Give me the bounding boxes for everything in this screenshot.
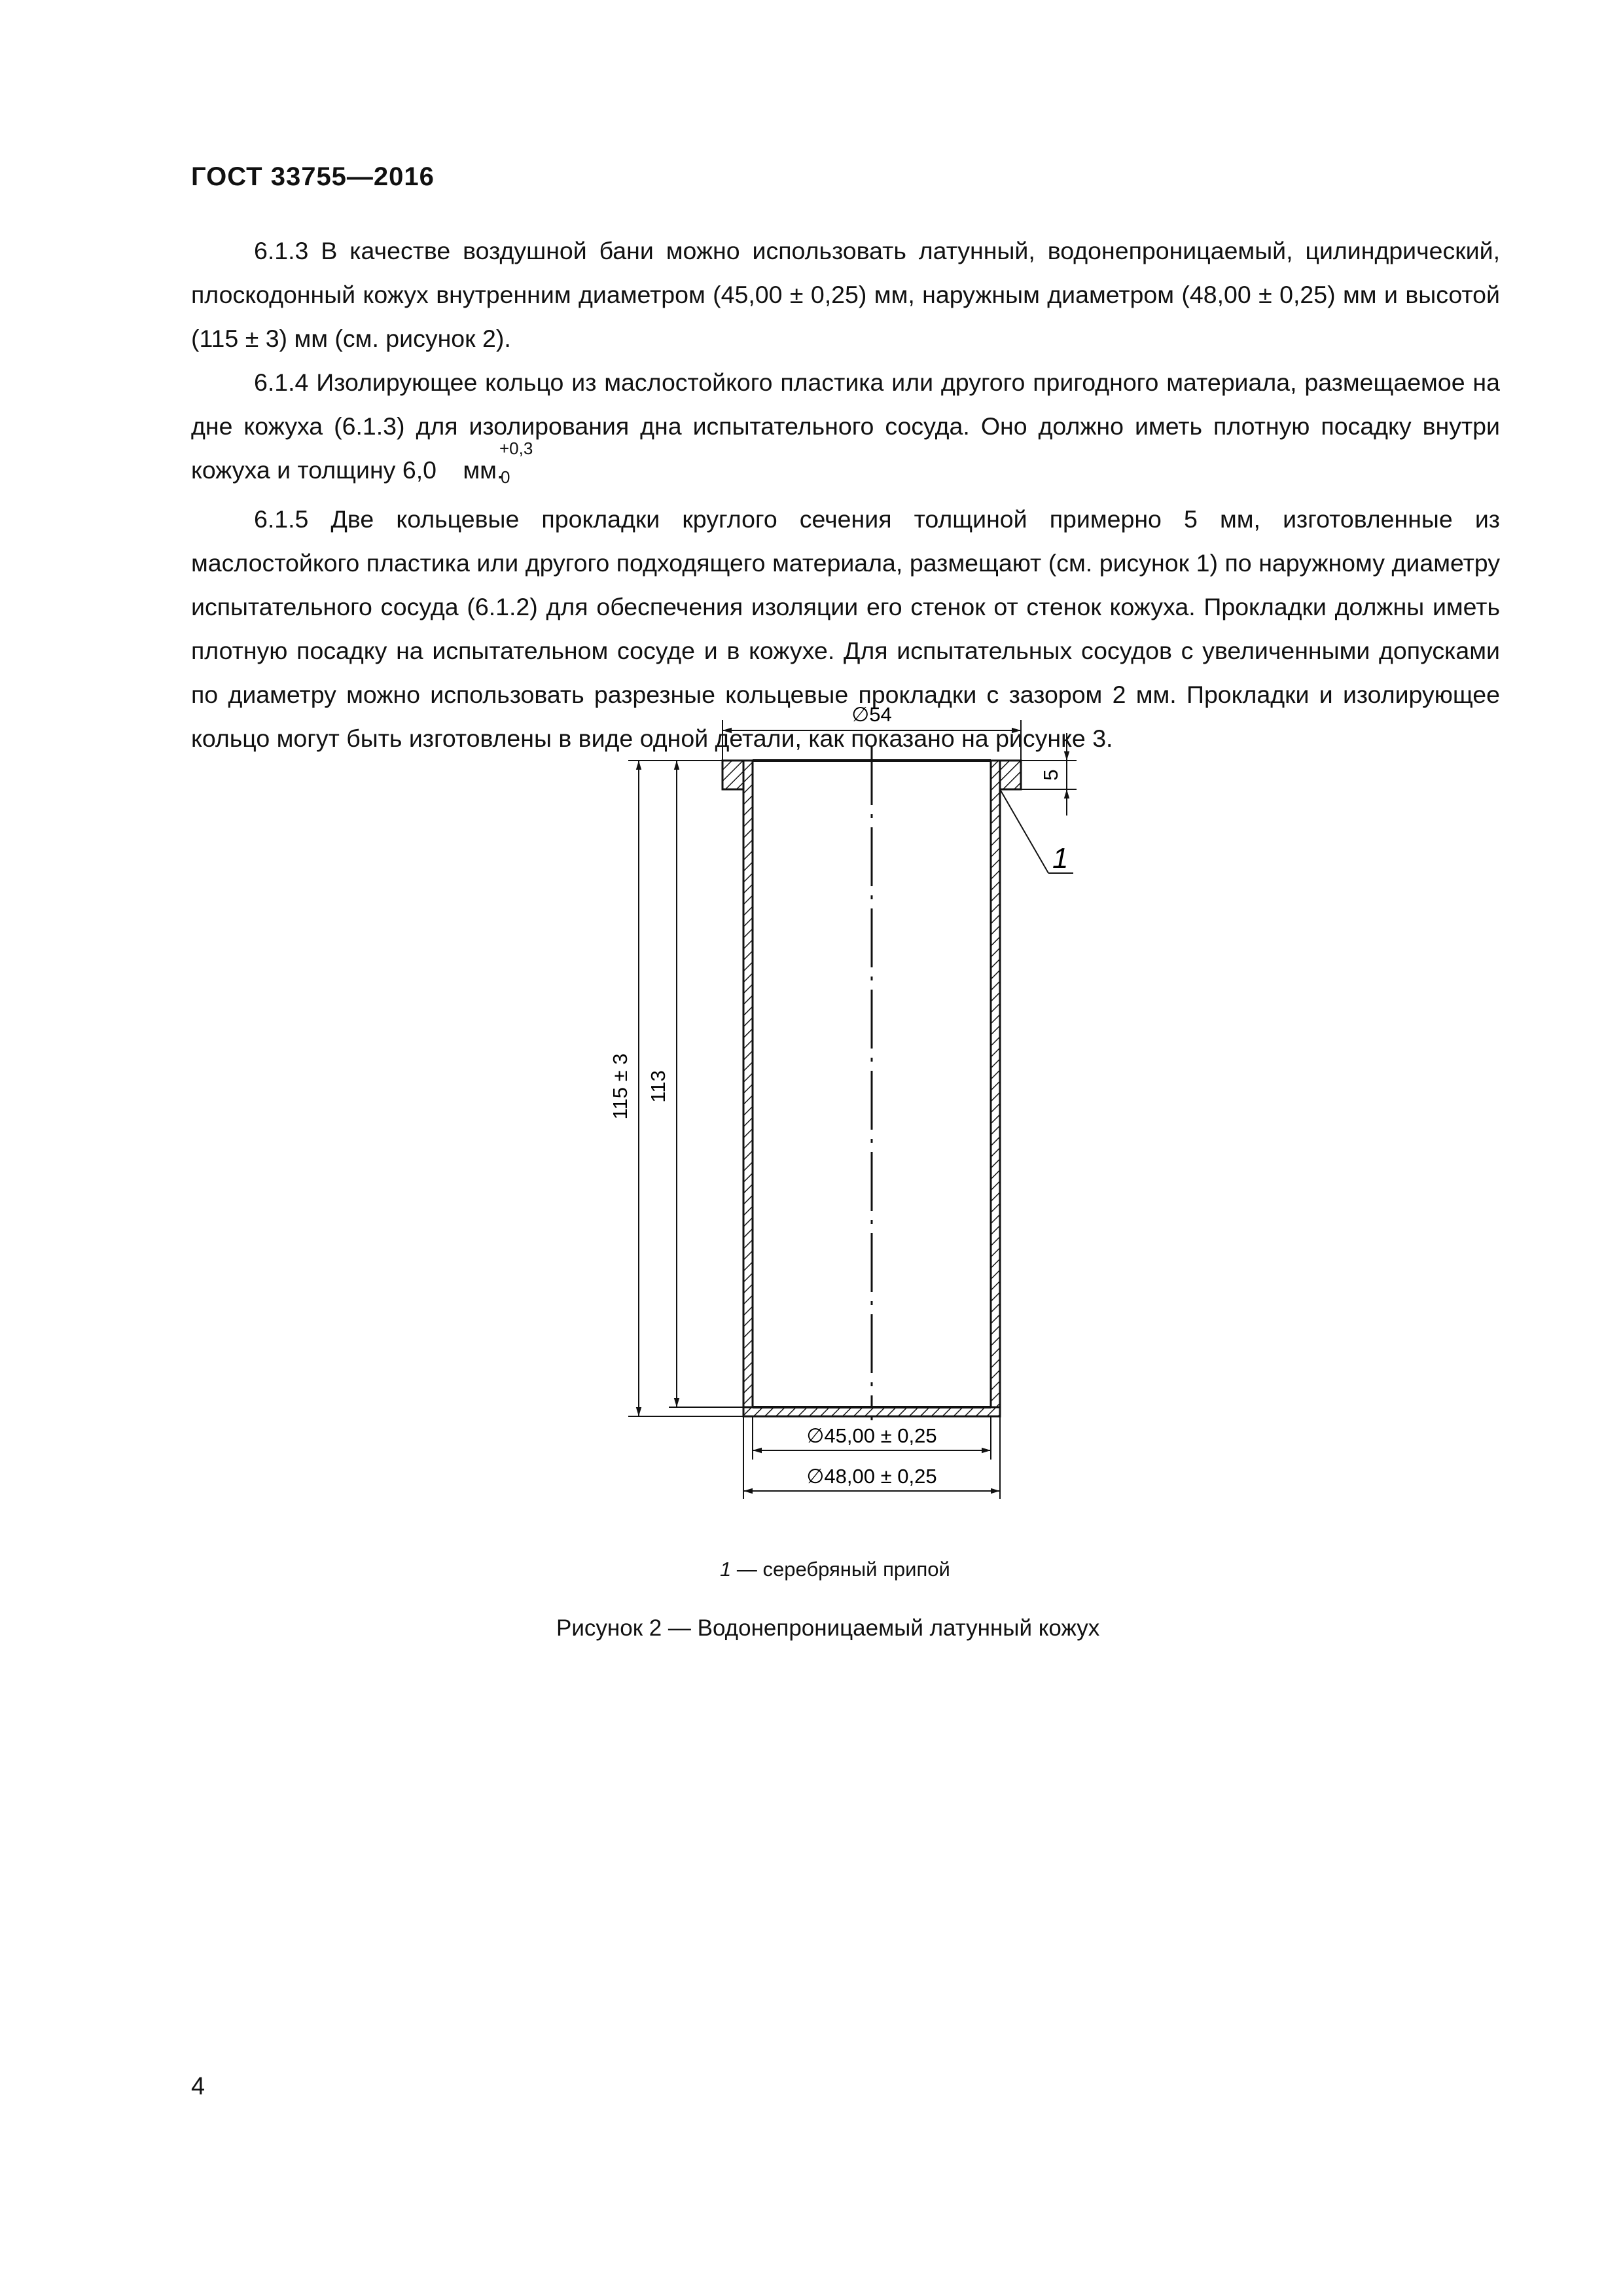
document-header: ГОСТ 33755—2016 <box>191 162 435 191</box>
dim-label-overall-height: 115 ± 3 <box>609 1053 632 1120</box>
page-number: 4 <box>191 2073 205 2100</box>
tolerance-lower: 0 <box>500 467 510 487</box>
dim-label-flange: 5 <box>1039 769 1063 781</box>
paragraph-6-1-3: 6.1.3 В качестве воздушной бани можно использовать латунный, водонепроницаемый, цилиндрический, плоскодонный кожух внутренним диаметром (45,00 ± 0,25) мм, наружным диаметром (48,00 ± 0,25) мм и высотой (115 ± 3) мм (см. рисунок 2). <box>191 237 1500 352</box>
dim-label-54: ∅54 <box>851 703 892 726</box>
paragraph-6-1-4 <box>191 361 1500 492</box>
tolerance-upper: +0,3 <box>499 438 533 458</box>
figure-legend <box>720 1558 1047 1581</box>
callout-label: 1 <box>1052 842 1069 874</box>
flange-ring-left <box>722 761 743 789</box>
casing-left-wall <box>743 761 753 1416</box>
casing-right-wall <box>991 761 1000 1416</box>
figure-brass-casing <box>589 681 1113 1532</box>
callout-leader <box>1000 789 1048 873</box>
paragraph-6-1-4-text: 6.1.4 Изолирующее кольцо из маслостойкого пластика или другого пригодного материала, размещаемое на дне кожуха (6.1.3) для изолирования дна испытательного сосуда. Оно должно иметь плотную посадку внутри кожуха и толщину 6,0 <box>191 368 1500 484</box>
paragraph-6-1-4-end: мм. <box>455 456 504 484</box>
legend-text: — серебряный припой <box>731 1558 950 1581</box>
casing-bottom <box>743 1407 1000 1416</box>
dim-label-inner-height: 113 <box>647 1070 669 1103</box>
dim-label-outer-diameter: ∅48,00 ± 0,25 <box>806 1465 937 1488</box>
figure-caption: Рисунок 2 — Водонепроницаемый латунный кожух <box>556 1615 1100 1641</box>
dim-label-inner-diameter: ∅45,00 ± 0,25 <box>806 1424 937 1447</box>
paragraph-6-1-5: 6.1.5 Две кольцевые прокладки круглого сечения толщиной примерно 5 мм, изготовленные из маслостойкого пластика или другого подходящего материала, размещают (см. рисунок 1) по наружному диаметру испытательного сосуда (6.1.2) для обеспечения изоляции его стенок от стенок кожуха. Прокладки должны иметь плотную посадку на испытательном сосуде и в кожухе. Для испытательных сосудов с увеличенными допусками по диаметру можно использовать разрезные кольцевые прокладки с зазором 2 мм. Прокладки и изолирующее кольцо могут быть изготовлены в виде одной детали, как показано на рисунке 3. <box>191 505 1500 752</box>
flange-ring-right <box>1000 761 1021 789</box>
legend-number: 1 <box>720 1558 732 1581</box>
